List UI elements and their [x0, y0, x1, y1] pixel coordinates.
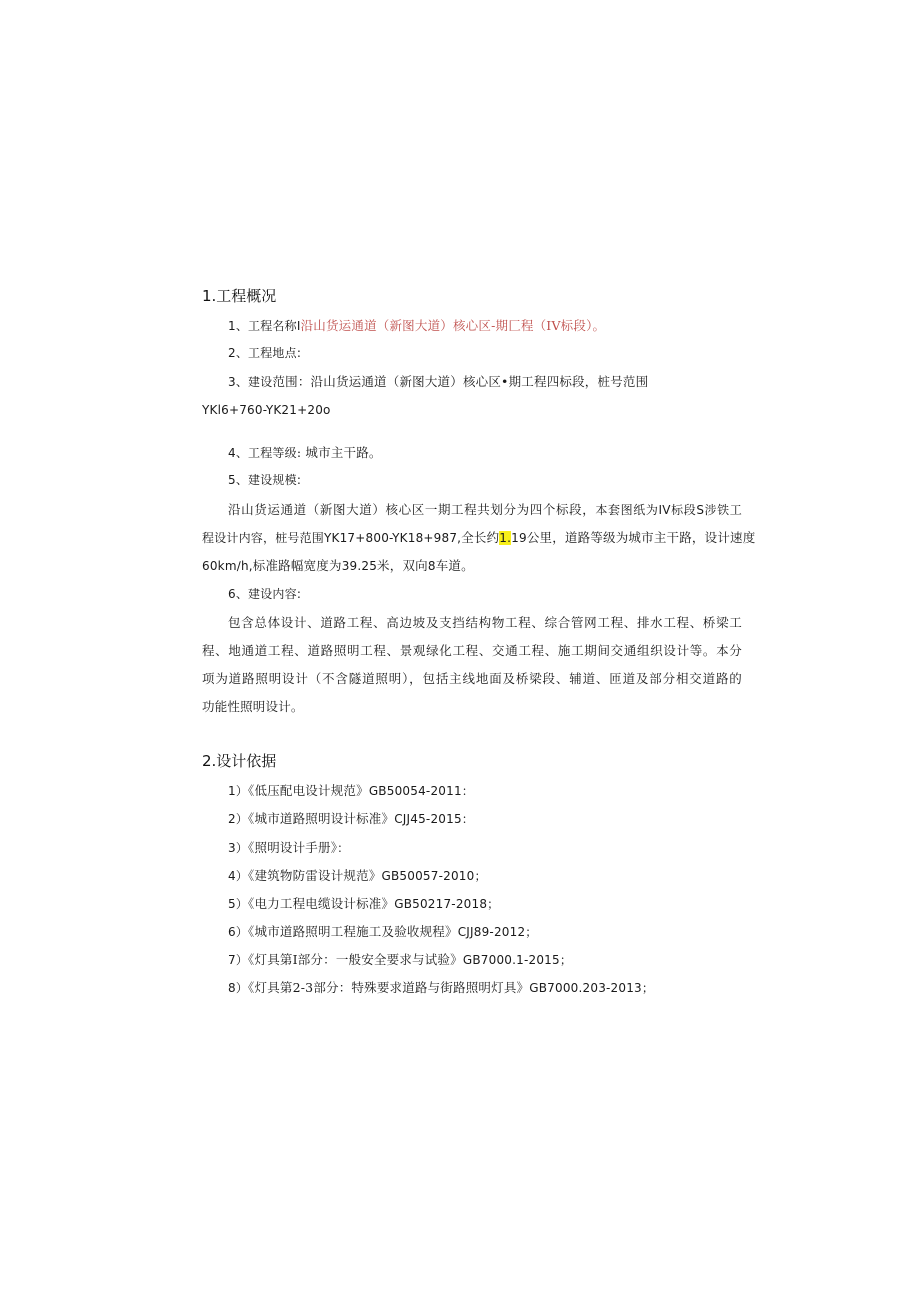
highlight-mark: 1. — [499, 531, 512, 545]
section-1-title: 1.工程概况 — [202, 287, 277, 305]
reference-item: 1）《低压配电设计规范》GB50054-2011： — [228, 783, 474, 798]
item-4-grade: 4、工程等级: 城市主干路。 — [228, 445, 382, 460]
item-5-scale-label: 5、建设规模: — [228, 473, 302, 487]
item-3-stake-range: YKl6+760-YK21+20o — [202, 403, 331, 417]
item-5-para-line-2: 程设计内容，桩号范围YK17+800-YK18+987,全长约1.19公里，道路等级为城市主干路，设计速度 — [202, 530, 756, 545]
reference-item: 4）《建筑物防雷设计规范》GB50057-2010； — [228, 868, 487, 883]
item-1-project-name: 1、工程名称I沿山货运通道（新图大道）核心区-期匚程（IV标段）。 — [228, 318, 606, 333]
item-6-para-line-3: 项为道路照明设计（不含隧道照明），包括主线地面及桥梁段、辅道、匝道及部分相交道路的 — [202, 671, 742, 686]
reference-item: 7）《灯具第I部分：一般安全要求与试验》GB7000.1-2015； — [228, 952, 573, 967]
item-5-para-line-1: 沿山货运通道（新图大道）核心区一期工程共划分为四个标段，本套图纸为IV标段S涉铁工 — [228, 502, 743, 517]
reference-item: 2）《城市道路照明设计标准》CJJ45-2015： — [228, 811, 474, 826]
item-5-para-line-3: 60km∕h,标准路幅宽度为39.25米，双向8车道。 — [202, 558, 474, 573]
item-2-location: 2、工程地点: — [228, 346, 302, 360]
reference-item: 6）《城市道路照明工程施工及验收规程》CJJ89-2012； — [228, 924, 538, 939]
item-6-content-label: 6、建设内容: — [228, 587, 302, 601]
item-6-para-line-4: 功能性照明设计。 — [202, 699, 304, 714]
reference-item: 3）《照明设计手册》： — [228, 840, 350, 855]
item-6-para-line-2: 程、地通道工程、道路照明工程、景观绿化工程、交通工程、施工期间交通组织设计等。本分 — [202, 643, 742, 658]
item-6-para-line-1: 包含总体设计、道路工程、高边坡及支挡结构物工程、综合管网工程、排水工程、桥梁工 — [228, 615, 742, 630]
reference-item: 8）《灯具第2-3部分：特殊要求道路与街路照明灯具》GB7000.203-2013； — [228, 980, 655, 995]
item-3-scope: 3、建设范围：沿山货运通道（新图大道）核心区•期工程四标段，桩号范围 — [228, 374, 649, 389]
section-2-title: 2.设计依据 — [202, 752, 277, 770]
reference-item: 5）《电力工程电缆设计标准》GB50217-2018； — [228, 896, 500, 911]
